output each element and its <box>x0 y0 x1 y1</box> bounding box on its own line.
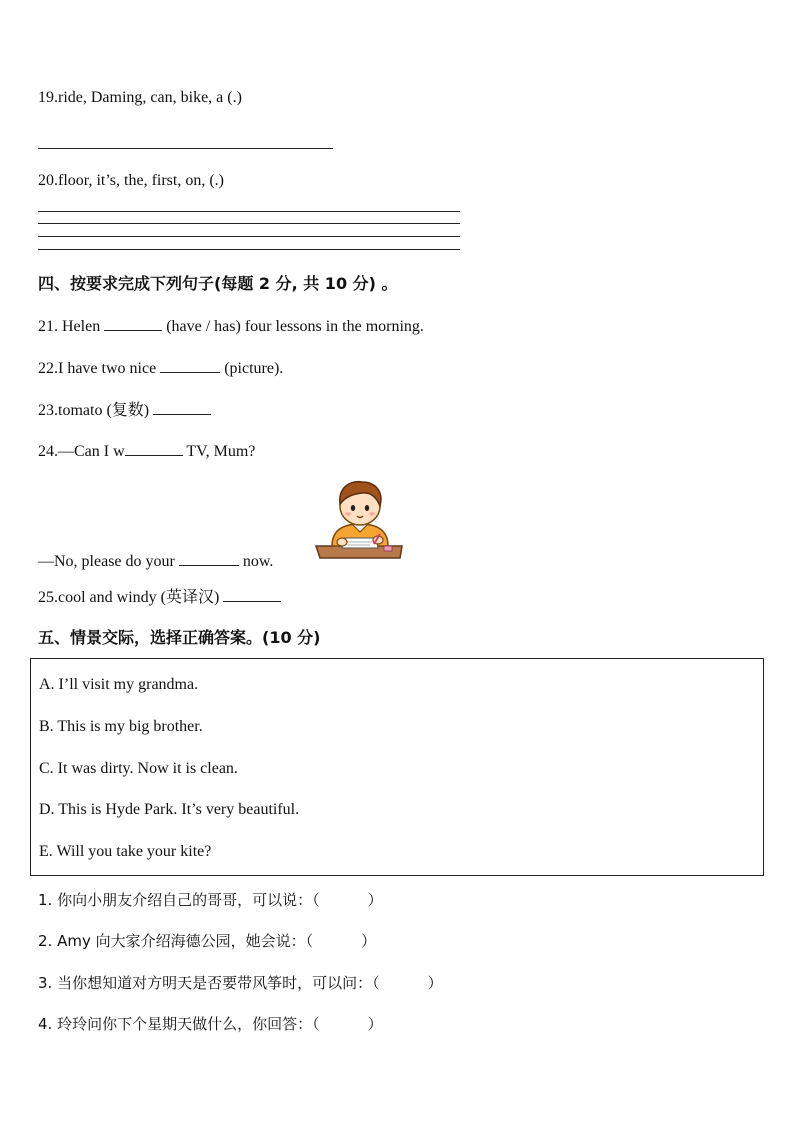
close-paren: ） <box>367 891 383 909</box>
fill-blank[interactable] <box>153 400 211 415</box>
question-text: 玲玲问你下个星期天做什么，你回答：（ <box>52 1015 320 1033</box>
question-23 <box>38 400 211 421</box>
situation-question-2 <box>38 931 376 951</box>
question-text: . Helen <box>54 318 105 335</box>
question-text: TV, Mum? <box>182 443 256 460</box>
option-c: C. It was dirty. Now it is clean. <box>39 760 238 777</box>
fill-blank[interactable] <box>223 587 281 602</box>
question-number: 3. <box>38 974 53 992</box>
question-text: 你向小朋友介绍自己的哥哥，可以说：（ <box>52 891 320 909</box>
close-paren: ） <box>361 932 377 950</box>
option-e: E. Will you take your kite? <box>39 843 212 860</box>
question-number: 22 <box>38 360 54 377</box>
question-number: 21 <box>38 318 54 335</box>
question-24-reply <box>38 551 273 572</box>
question-text: —No, please do your <box>38 553 179 570</box>
question-number: 2. <box>38 932 53 950</box>
question-text: now. <box>238 553 274 570</box>
question-19 <box>38 88 242 108</box>
option-b: B. This is my big brother. <box>39 718 203 735</box>
close-paren: ） <box>427 974 443 992</box>
question-24 <box>38 441 255 462</box>
question-text: .cool and windy (英译汉) <box>54 589 224 606</box>
question-text: .floor, it’s, the, first, on, (.) <box>54 172 224 189</box>
question-text: .tomato (复数) <box>54 402 154 419</box>
question-text: .I have two nice <box>54 360 161 377</box>
boy-writing-icon <box>314 476 406 566</box>
option-d: D. This is Hyde Park. It’s very beautiful. <box>39 801 300 818</box>
option-a: A. I’ll visit my grandma. <box>39 676 199 693</box>
question-number: 19 <box>38 89 54 106</box>
situation-question-4 <box>38 1014 383 1034</box>
question-20 <box>38 171 224 191</box>
answer-line[interactable] <box>38 223 460 224</box>
answer-line[interactable] <box>38 249 460 250</box>
section-4-heading: 四、按要求完成下列句子(每题 2 分, 共 10 分) 。 <box>38 274 398 293</box>
question-text: 当你想知道对方明天是否要带风筝时，可以问：（ <box>52 974 380 992</box>
question-text: .ride, Daming, can, bike, a (.) <box>54 89 242 106</box>
options-box <box>30 658 764 876</box>
fill-blank[interactable] <box>125 441 183 456</box>
question-number: 4. <box>38 1015 53 1033</box>
fill-blank[interactable] <box>160 358 220 373</box>
question-text: Amy 向大家介绍海德公园，她会说：（ <box>52 932 314 950</box>
answer-line[interactable] <box>38 236 460 237</box>
answer-line[interactable] <box>38 148 333 149</box>
question-number: 24 <box>38 443 54 460</box>
question-number: 25 <box>38 589 54 606</box>
situation-question-3 <box>38 973 443 993</box>
section-5-heading: 五、情景交际，选择正确答案。(10 分) <box>38 628 321 647</box>
question-text: .—Can I w <box>54 443 125 460</box>
answer-line[interactable] <box>38 211 460 212</box>
question-22 <box>38 358 283 379</box>
close-paren: ） <box>367 1015 383 1033</box>
question-number: 20 <box>38 172 54 189</box>
question-text: (picture). <box>220 360 284 377</box>
fill-blank[interactable] <box>179 551 239 566</box>
question-25 <box>38 587 281 608</box>
question-21 <box>38 316 424 337</box>
question-number: 23 <box>38 402 54 419</box>
fill-blank[interactable] <box>104 316 162 331</box>
situation-question-1 <box>38 890 383 910</box>
question-text: (have / has) four lessons in the morning. <box>162 318 424 335</box>
question-number: 1. <box>38 891 53 909</box>
